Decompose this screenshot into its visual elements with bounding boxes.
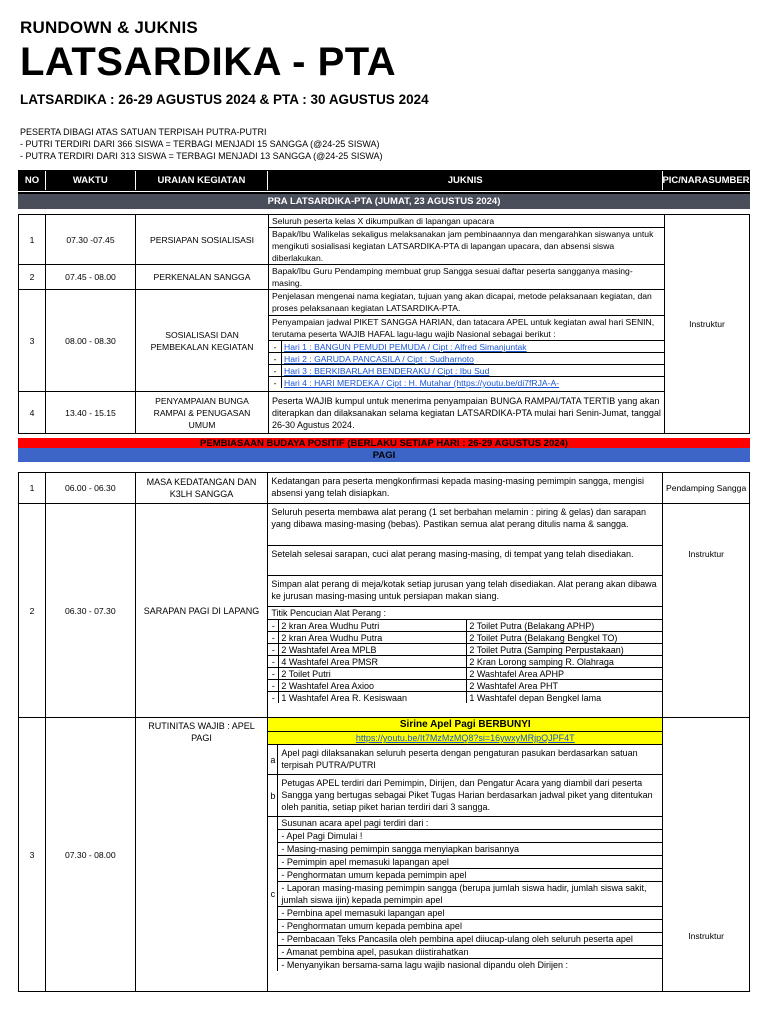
titik-left: 2 kran Area Wudhu Putri <box>278 620 466 631</box>
pic-narasumber: Instruktur <box>662 718 749 991</box>
col-no: NO <box>24 174 40 186</box>
titik-label: Titik Pencucian Alat Perang : <box>268 606 662 619</box>
row-no: 1 <box>29 234 35 245</box>
row-no: 1 <box>29 483 35 493</box>
titik-left: 2 Washtafel Area Axioo <box>278 680 466 691</box>
row-no: 4 <box>29 407 35 418</box>
pic-narasumber: Instruktur <box>662 504 749 717</box>
table-row <box>19 503 749 717</box>
event-dates: LATSARDIKA : 26-29 AGUSTUS 2024 & PTA : 30 AGUSTUS 2024 <box>20 92 429 107</box>
song-link[interactable]: Hari 4 : HARI MERDEKA / Cipt : H. Mutahar (https://youtu.be/di7fRJA-A- <box>281 377 664 388</box>
letter-c: c <box>268 817 278 971</box>
table-row <box>19 473 749 503</box>
row-no: 3 <box>29 849 35 860</box>
row-uraian: PERSIAPAN SOSIALISASI <box>135 215 268 264</box>
col-waktu: WAKTU <box>45 171 135 190</box>
titik-right: 2 Washtafel Area PHT <box>466 680 662 691</box>
row-no: 2 <box>29 272 35 282</box>
row-waktu: 07.45 - 08.00 <box>45 265 135 289</box>
header-row <box>19 171 749 190</box>
table-row <box>19 717 749 991</box>
intro-line: PESERTA DIBAGI ATAS SATUAN TERPISAH PUTRA-PUTRI <box>20 127 267 137</box>
row-uraian: SOSIALISASI DAN PEMBEKALAN KEGIATAN <box>135 290 268 391</box>
titik-right: 2 Toilet Putra (Belakang Bengkel TO) <box>466 632 662 643</box>
row-waktu: 13.40 - 15.15 <box>45 392 135 433</box>
juknis-line: Seluruh peserta membawa alat perang (1 set berbahan melamin : piring & gelas) dan sarapan yang dibawa masing-masing (bebas). Pastikan semua alat perang ditulis nama & sangga. <box>271 507 647 529</box>
row-waktu: 07.30 -07.45 <box>45 215 135 264</box>
youtube-link[interactable]: https://youtu.be/It7MzMzMQ8?si=16ywxyMRjpQJPF4T <box>268 731 662 744</box>
row-juknis <box>267 504 662 717</box>
song-item[interactable]: - Hari 3 : BERKIBARLAH BENDERAKU / Cipt : Ibu Sud <box>269 364 664 376</box>
titik-left: 2 Toilet Putri <box>278 668 466 679</box>
titik-row: - 2 Washtafel Area Axioo 2 Washtafel Area PHT <box>268 679 662 691</box>
sub-item-text: Apel pagi dilaksanakan seluruh peserta dengan pengaturan pasukan berdasarkan satuan terpisah PUTRA/PUTRI <box>281 748 638 770</box>
letter-b: b <box>268 775 278 816</box>
song-item[interactable]: - Hari 4 : HARI MERDEKA / Cipt : H. Mutahar (https://youtu.be/di7fRJA-A- <box>269 376 664 388</box>
list-item: Susunan acara apel pagi terdiri dari : <box>281 818 429 828</box>
letter-a: a <box>268 745 278 774</box>
row-uraian: RUTINITAS WAJIB : APEL PAGI <box>135 718 268 991</box>
juknis-line: Bapak/Ibu Guru Pendamping membuat grup Sangga sesuai daftar peserta sangganya masing-masing. <box>272 266 633 288</box>
juknis-line: Penjelasan mengenai nama kegiatan, tujuan yang akan dicapai, metode pelaksanaan kegiatan, dan proses pelaksanaan kegiatan LATSARDIKA-PTA. <box>272 291 652 313</box>
row-no: 3 <box>29 335 35 346</box>
schedule-header <box>18 170 750 191</box>
list-item: - Apel Pagi Dimulai ! <box>278 829 662 842</box>
section-budaya-band <box>18 438 750 462</box>
titik-left: 2 Washtafel Area MPLB <box>278 644 466 655</box>
list-item: - Penghormatan umum kepada pemimpin apel <box>278 868 662 881</box>
intro-line: - PUTRA TERDIRI DARI 313 SISWA = TERBAGI MENJADI 13 SANGGA (@24-25 SISWA) <box>20 151 383 161</box>
row-uraian: SARAPAN PAGI DI LAPANG <box>135 504 268 717</box>
sub-item-c <box>268 816 662 971</box>
section-pra-band <box>18 192 750 209</box>
section-title-pagi: PAGI <box>18 448 750 462</box>
titik-row: - 1 Washtafel Area R. Kesiswaan 1 Washtafel depan Bengkel lama <box>268 691 662 703</box>
titik-row: - 2 kran Area Wudhu Putra 2 Toilet Putra (Belakang Bengkel TO) <box>268 631 662 643</box>
col-pic: PIC/NARASUMBER <box>662 171 749 190</box>
row-juknis <box>268 392 664 433</box>
list-item: - Amanat pembina apel, pasukan diistirahatkan <box>278 945 662 958</box>
row-juknis <box>268 215 664 264</box>
row-waktu: 07.30 - 08.00 <box>45 718 135 991</box>
row-uraian: MASA KEDATANGAN DAN K3LH SANGGA <box>135 473 268 503</box>
row-juknis: Kedatangan para peserta mengkonfirmasi kepada masing-masing pemimpin sangga, mengisi absensi yang telah disiapkan. <box>267 473 662 503</box>
col-uraian: URAIAN KEGIATAN <box>135 171 268 190</box>
sub-item-text: Petugas APEL terdiri dari Pemimpin, Dirijen, dan Pengatur Acara yang diambil dari peserta Sangga yang bertugas sebagai Piket Tugas Harian berdasarkan jadwal piket yang ditentukan oleh panitia, setiap piket harian terdiri dari 3 sangga. <box>281 778 653 812</box>
table-row <box>19 289 664 391</box>
juknis-line: Seluruh peserta kelas X dikumpulkan di lapangan upacara <box>272 216 495 226</box>
sub-item-a <box>268 744 662 774</box>
titik-left: 2 kran Area Wudhu Putra <box>278 632 466 643</box>
song-link[interactable]: Hari 1 : BANGUN PEMUDI PEMUDA / Cipt : Alfred Simanjuntak <box>281 341 664 352</box>
list-item: - Pembina apel memasuki lapangan apel <box>278 906 662 919</box>
titik-right: 2 Washtafel Area APHP <box>466 668 662 679</box>
list-item: - Laporan masing-masing pemimpin sangga (berupa jumlah siswa hadir, jumlah siswa sakit, jumlah siswa ijin) kepada pemimpin apel <box>278 881 662 906</box>
titik-row: - 4 Washtafel Area PMSR 2 Kran Lorong samping R. Olahraga <box>268 655 662 667</box>
juknis-line: Bapak/Ibu Walikelas sekaligus melaksanakan jam pembinaannya dan mengarahkan siswanya untuk mengikuti sosialisasi kegiatan LATSARDIKA-PTA di lapangan upacara, dan absensi siswa diberlakukan. <box>269 227 664 264</box>
titik-left: 1 Washtafel Area R. Kesiswaan <box>278 692 466 703</box>
titik-right: 2 Toilet Putra (Belakang APHP) <box>466 620 662 631</box>
pic-narasumber: Instruktur <box>664 215 749 433</box>
row-uraian: PENYAMPAIAN BUNGA RAMPAI & PENUGASAN UMUM <box>135 392 268 433</box>
list-item: - Penghormatan umum kepada pembina apel <box>278 919 662 932</box>
document-subtitle: RUNDOWN & JUKNIS <box>20 18 198 37</box>
juknis-line: Peserta WAJIB kumpul untuk menerima penyampaian BUNGA RAMPAI/TATA TERTIB yang akan diterapkan dan dilaksanakan selama kegiatan LATSARDIKA-PTA mulai hari Senin-Jumat, tanggal 26-30 Agustus 2024. <box>272 395 661 430</box>
section-pagi-table <box>18 472 750 992</box>
row-no: 2 <box>29 605 35 616</box>
row-juknis <box>268 265 664 289</box>
table-row <box>19 264 664 289</box>
sub-item-b <box>268 774 662 816</box>
section-title: PRA LATSARDIKA-PTA (JUMAT, 23 AGUSTUS 2024) <box>18 192 750 209</box>
titik-right: 1 Washtafel depan Bengkel lama <box>466 692 662 703</box>
song-link[interactable]: Hari 3 : BERKIBARLAH BENDERAKU / Cipt : Ibu Sud <box>281 365 664 376</box>
row-waktu: 06.00 - 06.30 <box>45 473 135 503</box>
participant-intro <box>20 126 382 162</box>
list-item: - Pemimpin apel memasuki lapangan apel <box>278 855 662 868</box>
sub-item-list <box>278 817 662 971</box>
document-title: LATSARDIKA - PTA <box>20 40 397 84</box>
row-waktu: 06.30 - 07.30 <box>45 504 135 717</box>
juknis-line: Simpan alat perang di meja/kotak setiap jurusan yang telah disediakan. Alat perang akan dibawa ke jurusan masing-masing untuk persiapan makan siang. <box>268 575 662 606</box>
sirine-banner: Sirine Apel Pagi BERBUNYI <box>268 718 662 731</box>
titik-row: - 2 Toilet Putri 2 Washtafel Area APHP <box>268 667 662 679</box>
section-pra-table <box>18 214 750 434</box>
pic-narasumber: Pendamping Sangga <box>662 473 749 503</box>
list-item: - Masing-masing pemimpin sangga menyiapkan barisannya <box>278 842 662 855</box>
titik-right: 2 Kran Lorong samping R. Olahraga <box>466 656 662 667</box>
list-item: - Menyanyikan bersama-sama lagu wajib nasional dipandu oleh Dirijen : <box>278 958 662 971</box>
juknis-line: Setelah selesai sarapan, cuci alat perang masing-masing, di tempat yang telah disediakan. <box>268 545 662 575</box>
intro-line: - PUTRI TERDIRI DARI 366 SISWA = TERBAGI MENJADI 15 SANGGA (@24-25 SISWA) <box>20 139 380 149</box>
col-juknis: JUKNIS <box>267 171 662 190</box>
titik-row: - 2 Washtafel Area MPLB 2 Toilet Putra (Samping Perpustakaan) <box>268 643 662 655</box>
titik-left: 4 Washtafel Area PMSR <box>278 656 466 667</box>
juknis-line: Penyampaian jadwal PIKET SANGGA HARIAN, dan tatacara APEL untuk kegiatan awal hari SENIN, terutama peserta WAJIB HAFAL lagu-lagu wajib Nasional sebagai berikut : <box>269 315 664 340</box>
list-item: - Pembacaan Teks Pancasila oleh pembina apel diiucap-ulang oleh seluruh peserta apel <box>278 932 662 945</box>
song-link[interactable]: Hari 2 : GARUDA PANCASILA / Cipt : Sudharnoto <box>281 353 664 364</box>
row-waktu: 08.00 - 08.30 <box>45 290 135 391</box>
song-item[interactable]: - Hari 1 : BANGUN PEMUDI PEMUDA / Cipt : Alfred Simanjuntak <box>269 340 664 352</box>
table-row <box>19 215 664 264</box>
song-item[interactable]: - Hari 2 : GARUDA PANCASILA / Cipt : Sudharnoto <box>269 352 664 364</box>
titik-row: - 2 kran Area Wudhu Putri 2 Toilet Putra (Belakang APHP) <box>268 619 662 631</box>
section-title-red: PEMBIASAAN BUDAYA POSITIF (BERLAKU SETIAP HARI : 26-29 AGUSTUS 2024) <box>18 438 750 448</box>
row-uraian: PERKENALAN SANGGA <box>135 265 268 289</box>
row-juknis <box>268 290 664 391</box>
table-row <box>19 391 664 433</box>
titik-right: 2 Toilet Putra (Samping Perpustakaan) <box>466 644 662 655</box>
row-juknis <box>267 718 662 991</box>
